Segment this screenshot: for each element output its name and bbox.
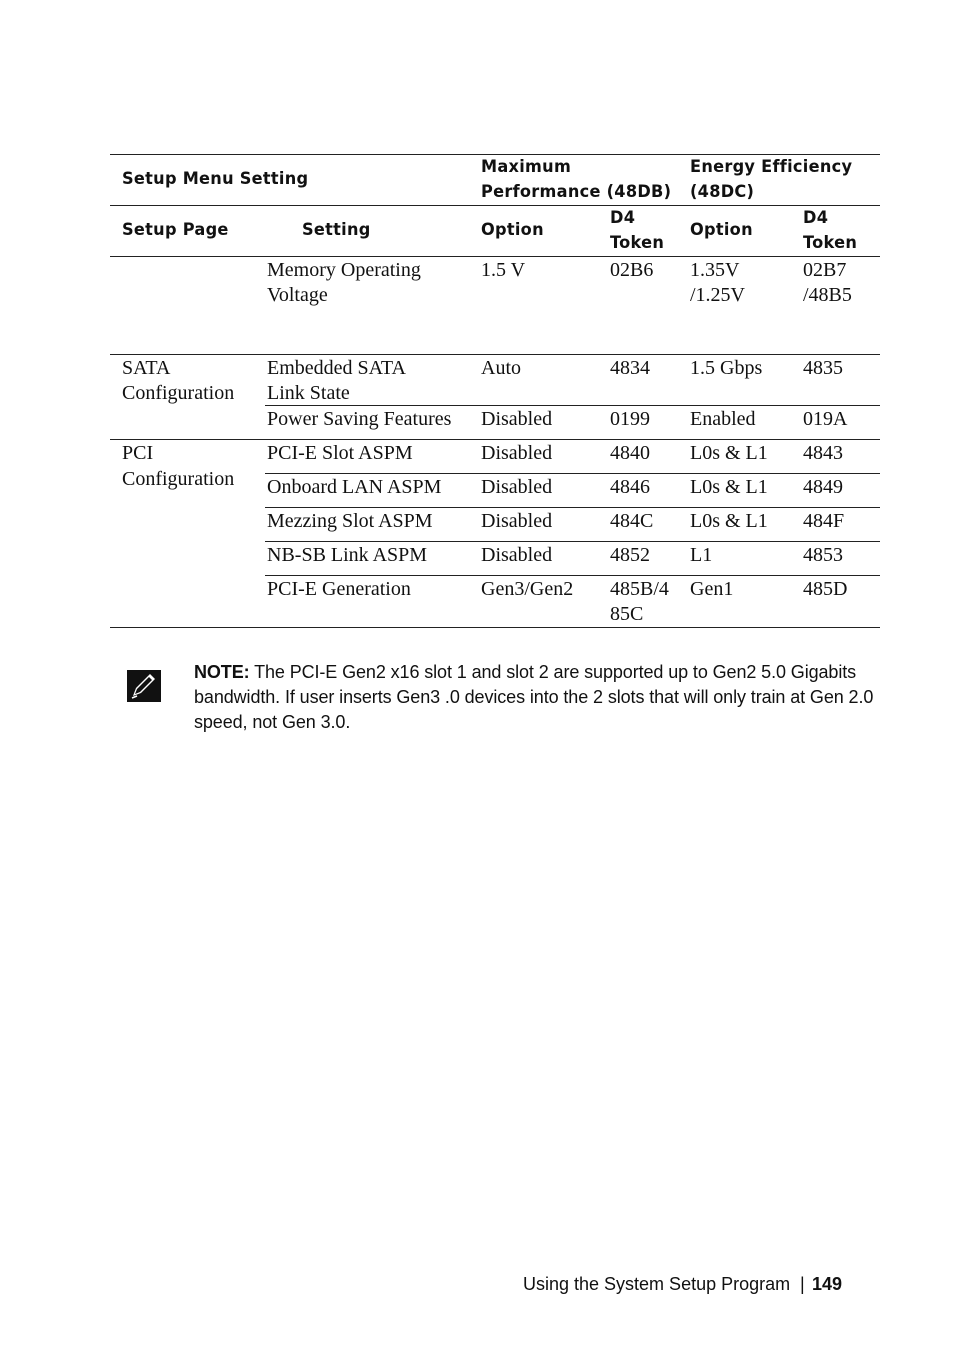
token-energy-cell: /48B5 (803, 284, 852, 306)
row-rule (265, 541, 880, 542)
option-max-cell: Disabled (481, 476, 553, 498)
row-rule (110, 439, 880, 440)
option-energy-cell: L1 (690, 544, 713, 566)
footer-section-title: Using the System Setup Program (523, 1274, 791, 1294)
setup-page-cell: Configuration (122, 382, 235, 404)
token-energy-cell: 02B7 (803, 259, 847, 281)
page-number: 149 (812, 1274, 843, 1294)
token-max-cell: 02B6 (610, 259, 654, 281)
row-rule (265, 507, 880, 508)
token-energy-cell: 4853 (803, 544, 843, 566)
header-setup-page: Setup Page (122, 220, 229, 240)
setting-cell: Onboard LAN ASPM (267, 476, 442, 498)
token-energy-cell: 019A (803, 408, 848, 430)
token-max-cell: 4852 (610, 544, 650, 566)
option-max-cell: Disabled (481, 510, 553, 532)
option-energy-cell: L0s & L1 (690, 476, 768, 498)
header-max-performance-line1: Maximum (481, 157, 572, 177)
option-max-cell: 1.5 V (481, 259, 526, 281)
token-energy-cell: 485D (803, 578, 848, 600)
header-energy-efficiency-line2: (48DC) (690, 182, 755, 202)
option-energy-cell: 1.5 Gbps (690, 357, 763, 379)
setting-cell: Embedded SATA (267, 357, 406, 379)
token-energy-cell: 4849 (803, 476, 843, 498)
note-label: NOTE: (194, 662, 250, 682)
setting-cell: PCI-E Slot ASPM (267, 442, 413, 464)
option-max-cell: Gen3/Gen2 (481, 578, 574, 600)
setting-cell: Memory Operating (267, 259, 421, 281)
token-energy-cell: 4835 (803, 357, 843, 379)
header-bottom-rule (110, 256, 880, 257)
row-rule (265, 575, 880, 576)
header-token-max-line1: D4 (610, 208, 636, 228)
token-max-cell: 484C (610, 510, 654, 532)
setting-cell: NB-SB Link ASPM (267, 544, 428, 566)
option-max-cell: Disabled (481, 408, 553, 430)
token-max-cell: 4846 (610, 476, 650, 498)
header-setup-menu-setting: Setup Menu Setting (122, 169, 309, 189)
option-max-cell: Disabled (481, 442, 553, 464)
setting-cell: Voltage (267, 284, 328, 306)
table-bottom-rule (110, 627, 880, 628)
setup-page-cell: SATA (122, 357, 171, 379)
header-token-energy-line1: D4 (803, 208, 829, 228)
footer-separator: | (800, 1274, 805, 1294)
header-option-max: Option (481, 220, 544, 240)
token-max-cell: 85C (610, 603, 644, 625)
setup-page-cell: PCI (122, 442, 154, 464)
row-rule (110, 354, 880, 355)
setup-page-cell: Configuration (122, 468, 235, 490)
header-setting: Setting (302, 220, 371, 240)
token-energy-cell: 484F (803, 510, 845, 532)
option-energy-cell: L0s & L1 (690, 510, 768, 532)
note-body: The PCI-E Gen2 x16 slot 1 and slot 2 are supported up to Gen2 5.0 Gigabits bandwidth. If user inserts Gen3 .0 devices into the 2 slots that will only train at Gen 2.0 speed, not Gen 3.0. (194, 662, 874, 732)
header-token-max-line2: Token (610, 233, 665, 253)
token-energy-cell: 4843 (803, 442, 843, 464)
setting-cell: Power Saving Features (267, 408, 452, 430)
option-energy-cell: Enabled (690, 408, 756, 430)
token-max-cell: 4840 (610, 442, 650, 464)
token-max-cell: 4834 (610, 357, 650, 379)
option-energy-cell: 1.35V (690, 259, 740, 281)
row-rule (265, 405, 880, 406)
setting-cell: Link State (267, 382, 350, 404)
header-divider-rule (110, 205, 880, 206)
header-option-energy: Option (690, 220, 753, 240)
option-energy-cell: L0s & L1 (690, 442, 768, 464)
row-rule (265, 473, 880, 474)
token-max-cell: 485B/4 (610, 578, 669, 600)
option-max-cell: Auto (481, 357, 521, 379)
note-text (194, 660, 884, 735)
option-max-cell: Disabled (481, 544, 553, 566)
token-max-cell: 0199 (610, 408, 650, 430)
header-max-performance-line2: Performance (48DB) (481, 182, 672, 202)
setting-cell: PCI-E Generation (267, 578, 411, 600)
option-energy-cell: Gen1 (690, 578, 734, 600)
pencil-note-icon (127, 670, 161, 702)
option-energy-cell: /1.25V (690, 284, 745, 306)
header-token-energy-line2: Token (803, 233, 858, 253)
setting-cell: Mezzing Slot ASPM (267, 510, 433, 532)
header-energy-efficiency-line1: Energy Efficiency (690, 157, 853, 177)
